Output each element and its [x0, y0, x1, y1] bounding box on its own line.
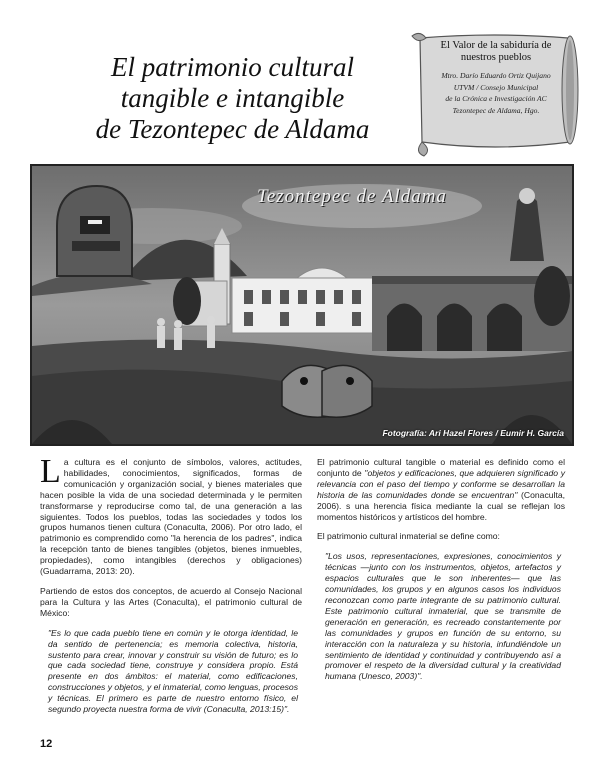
quote-conaculta: "Es lo que cada pueblo tiene en común y le otorga identidad, le da sentido de pertenencia; es memoria colectiva, historia, sustento para crear, innovar y construir su visión de futuro; es lo que cada sociedad tiene, construye y considera propio. Está presente en dos ámbitos: el material, como edificaciones, construcciones y objetos, y el inmaterial, como lenguas, procesos y técnicas. El primero es parte de nuestro entorno físico, el segundo proyecta nuestra forma de vivir (Conaculta, 2013:15)".: [48, 627, 298, 715]
paragraph-tangible-end: (Conaculta, 2006). s una herencia física mediante la cual se reflejan los momentos históricos y artísticos del hombre.: [317, 489, 566, 522]
column-left: [40, 453, 302, 724]
author-affiliation-1: UTVM / Consejo Municipal: [453, 82, 539, 92]
author-location: Tezontepec de Aldama, Hgo.: [452, 105, 540, 115]
paragraph-1-text: a cultura es el conjunto de símbolos, valores, actitudes, habilidades, conocimientos, significados, formas de comunicación y organización social, y bienes materiales que hacen posible la vida de una sociedad determinada y le permiten transformarse y reproducirse como tal, de una generación a las siguientes. Todos los pueblos, todas las sociedades y todos los grupos humanos tienen cultura (Conaculta, 2006). Por otro lado, el patrimonio es comprendido como "la herencia de los padres", indica la recepción tanto de bienes tangibles (objetos, bienes inmuebles, propiedades), como intangibles (derechos y obligaciones) (Guadarrama, 2013: 20).: [40, 457, 302, 577]
page-number: 12: [40, 738, 53, 750]
paragraph-2: Partiendo de estos dos conceptos, de acuerdo al Consejo Nacional para la Cultura y las Artes (Conaculta), el patrimonio cultural de México:: [40, 585, 302, 618]
paragraph-1: [40, 453, 302, 577]
column-right: [317, 457, 565, 691]
author-affiliation-2: de la Crónica e Investigación AC: [445, 94, 547, 103]
photo-credit: Fotografía: Ari Hazel Flores / Eumir H. García: [382, 428, 564, 438]
title-line-3: de Tezontepec de Aldama: [95, 114, 370, 144]
paragraph-tangible-start: El patrimonio cultural tangible o material es definido como el conjunto de: [317, 457, 565, 478]
paragraph-intangible-intro: El patrimonio cultural inmaterial se define como:: [317, 531, 500, 542]
column-banner: [410, 30, 580, 158]
title-line-2: tangible e intangible: [120, 83, 345, 113]
author-block: [428, 70, 564, 116]
mural-caption-title: Tezontepec de Aldama: [257, 186, 447, 207]
article-title: [60, 52, 405, 145]
author-name: Mtro. Darío Eduardo Ortiz Quijano: [441, 71, 551, 80]
mural-photo: [30, 164, 574, 446]
drop-cap: L: [40, 453, 61, 490]
title-line-1: El patrimonio cultural: [111, 52, 354, 82]
paragraph-tangible-quote: "objetos y edificaciones, que adquieren significado y relevancia con el paso del tiempo y conforme se desarrollan la historia de las comunidades donde se encuentran": [317, 467, 565, 500]
quote-unesco: "Los usos, representaciones, expresiones, conocimientos y técnicas —junto con los instrumentos, objetos, artefactos y espacios culturales que le son inherentes— que las comunidades, los grupos y en algunos casos los individuos reconozcan como parte integrante de su patrimonio cultural. Este patrimonio cultural inmaterial, que se transmite de generación en generación, es recreado constantemente por las comunidades y grupos en función de su entorno, su interacción con la naturaleza y su historia, infundiéndole un sentimiento de identidad y continuidad y contribuyendo así a promover el respeto de la diversidad cultural y la creatividad humana (Unesco, 2003)".: [325, 551, 561, 682]
paragraph-tangible: [317, 457, 565, 522]
column-heading: El Valor de la sabiduría de nuestros pueblos: [440, 40, 552, 63]
